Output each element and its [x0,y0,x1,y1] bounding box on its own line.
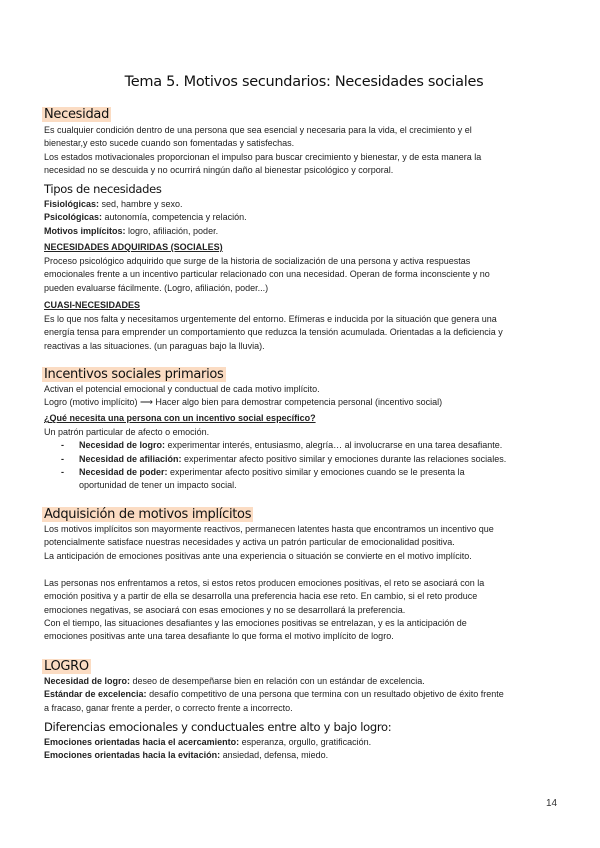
definition-cont: oportunidad de tener un impacto social. [79,480,237,491]
list-item [44,439,564,452]
text-line: bienestar,y esto sucede cuando son fomentadas y satisfechas. [44,138,295,149]
section-incentivos [44,365,564,383]
logro-body [44,675,564,715]
page-title: Tema 5. Motivos secundarios: Necesidades sociales [124,74,484,90]
heading-logro: LOGRO [44,659,89,674]
term: Necesidad de poder: [79,466,168,477]
term: Necesidad de logro: [44,676,131,686]
text-line: Los estados motivacionales proporcionan el impulso para buscar crecimiento y bienestar, y de esta manera la [44,151,482,162]
text-line: Con el tiempo, las situaciones desafiantes y las emociones positivas se entrelazan, y es la anticipación de [44,617,467,628]
heading-diferencias: Diferencias emocionales y conductuales entre alto y bajo logro: [44,720,392,734]
text-line: Activan el potencial emocional y conductual de cada motivo implícito. [44,384,320,394]
incentivos-body [44,383,564,410]
heading-adquiridas: NECESIDADES ADQUIRIDAS (SOCIALES) [44,242,223,252]
term: Estándar de excelencia: [44,689,147,700]
term: Necesidad de logro: [79,440,166,451]
list-item [44,453,564,466]
definition: esperanza, orgullo, gratificación. [239,737,372,747]
adquisicion-body-1 [44,523,564,563]
list-item [44,211,564,224]
page-number: 14 [546,798,558,809]
heading-adquisicion: Adquisición de motivos implícitos [44,507,252,522]
answer: Un patrón particular de afecto o emoción. [44,427,210,437]
text-line: Es cualquier condición dentro de una persona que sea esencial y necesaria para la vida, el crecimiento y el [44,125,472,135]
answer-block [44,426,564,492]
definition: ansiedad, defensa, miedo. [220,750,329,761]
definition: experimentar interés, entusiasmo, alegría… al involucrarse en una tarea desafiante. [165,440,503,451]
text-line: La anticipación de emociones positivas ante una experiencia o situación se convierte en el motivo implícito. [44,550,472,561]
text-line: a fracaso, ganar frente a perder, o correcto frente a incorrecto. [44,702,293,713]
text-line: emocionales frente a un incentivo particular relacionado con una necesidad. Operan de forma inconsciente y no [44,269,490,280]
diferencias-list [44,736,564,763]
definition: sed, hambre y sexo. [99,199,183,209]
heading-tipos: Tipos de necesidades [44,182,162,196]
list-item [44,225,564,238]
list-item [44,466,564,493]
heading-incentivos: Incentivos sociales primarios [44,367,224,382]
text-line: Proceso psicológico adquirido que surge de la historia de socialización de una persona y activa respuestas [44,256,471,266]
adquisicion-body-2 [44,577,564,643]
section-logro [44,657,564,675]
text-line: Logro (motivo implícito) ⟶ Hacer algo bien para demostrar competencia personal (incentivo social) [44,397,443,408]
text-line: Las personas nos enfrentamos a retos, si estos retos producen emociones positivas, el reto se asociará con la [44,578,485,588]
term: Fisiológicas: [44,199,100,209]
text-line: reactivas a las situaciones. (un paraguas bajo la lluvia). [44,340,265,351]
definition: desafío competitivo de una persona que termina con un resultado objetivo de éxito frente [146,689,504,700]
term: Emociones orientadas hacia el acercamiento: [44,737,240,747]
definition: experimentar afecto positivo similar y emociones cuando se le presenta la [167,466,465,477]
incentives-list [44,439,564,492]
text-line: Los motivos implícitos son mayormente reactivos, permanecen latentes hasta que encontramos un incentivo que [44,524,494,534]
text-line: emociones positivas ante una tarea desafiante lo que forma el motivo implícito de logro. [44,631,394,642]
definition: autonomía, competencia y relación. [102,212,247,223]
question: ¿Qué necesita una persona con un incentivo social específico? [44,413,316,423]
definition: deseo de desempeñarse bien en relación con un estándar de excelencia. [130,676,425,686]
text-line: emoción positiva y a partir de ella se desarrolla una preferencia hacia ese reto. En cambio, si el reto produce [44,591,478,602]
text-line: energía tensa para emprender un comportamiento que reduzca la tensión acumulada. Orientadas a la deficiencia y [44,327,503,338]
term: Motivos implícitos: [44,225,126,236]
text-line: emociones negativas, se asociará con esas emociones y no se desarrollará la preferencia. [44,604,406,615]
section-necesidad [44,105,564,123]
term: Necesidad de afiliación: [79,453,182,464]
text-line: necesidad no se descuida y no ocurrirá ningún daño al bienestar psicológico y corporal. [44,164,394,175]
list-item [44,749,564,762]
definition: experimentar afecto positivo similar y emociones durante las relaciones sociales. [181,453,507,464]
necesidad-body [44,124,564,177]
cuasi-body [44,313,564,353]
term: Emociones orientadas hacia la evitación: [44,750,221,761]
text-line: Es lo que nos falta y necesitamos urgentemente del entorno. Efímeras e inducida por la situación que genera una [44,314,497,324]
adquiridas-body [44,255,564,295]
list-item [44,736,564,749]
term: Psicológicas: [44,212,103,223]
text-line: potencialmente satisface nuestras necesidades y activa un patrón particular de emocionalidad positiva. [44,537,455,548]
list-item [44,688,564,701]
list-item [44,198,564,211]
section-adquisicion [44,505,564,523]
tipos-list [44,198,564,238]
list-item [44,675,564,688]
text-line: pueden evaluarse fácilmente. (Logro, afiliación, poder...) [44,282,269,293]
heading-necesidad: Necesidad [44,107,110,122]
definition: logro, afiliación, poder. [125,225,219,236]
heading-cuasi: CUASI-NECESIDADES [44,300,141,310]
